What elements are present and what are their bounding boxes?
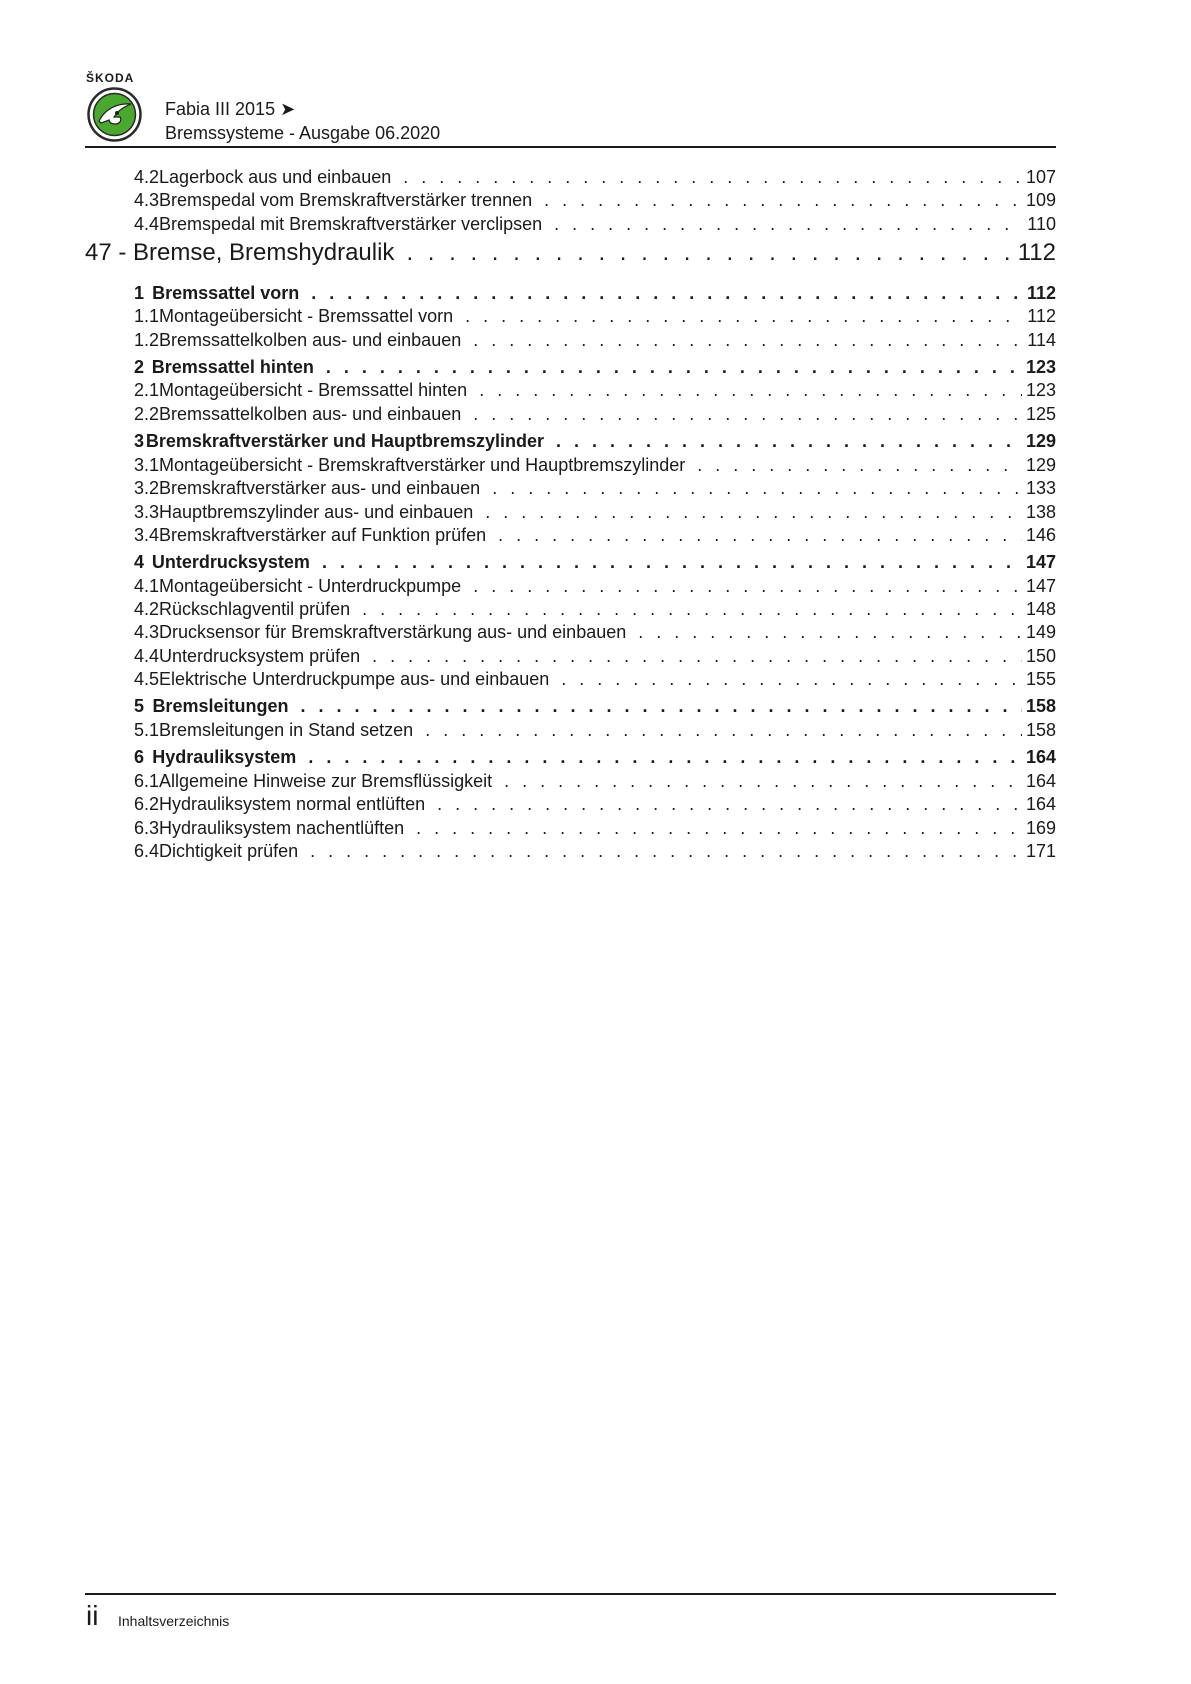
toc-entry-number: 6.4 (134, 841, 160, 861)
toc-entry-number: 2.1 (134, 380, 160, 400)
toc-entry-number: 3.1 (134, 455, 160, 475)
toc-entry-title: Unterdrucksystem prüfen (159, 646, 361, 666)
toc-entry-title: Hauptbremszylinder aus- und einbauen (159, 502, 474, 522)
toc-entry-row[interactable] (85, 402, 1056, 426)
toc-entry-number: 4.2 (134, 599, 160, 619)
toc-entry-number: 3 (134, 431, 145, 451)
toc-dot-leader (300, 694, 1022, 718)
toc-page-number: 123 (1025, 380, 1056, 400)
toc-dot-leader (425, 718, 1022, 742)
toc-entry-title: Montageübersicht - Bremssattel vorn (159, 306, 454, 326)
toc-entry-number: 1 (134, 283, 145, 303)
toc-page-number: 148 (1025, 599, 1056, 619)
toc-dot-leader (403, 165, 1022, 189)
toc-entry-title: Bremssattel vorn (152, 283, 300, 303)
toc-entry-row[interactable] (85, 620, 1056, 644)
toc-entry-title: Bremskraftverstärker aus- und einbauen (159, 478, 481, 498)
toc-page-number: 112 (1026, 283, 1056, 303)
toc-section-row[interactable] (85, 355, 1056, 379)
toc-page-number: 158 (1025, 720, 1056, 740)
document-subtitle: Bremssysteme - Ausgabe 06.2020 (165, 123, 441, 143)
header-divider (85, 146, 1056, 148)
toc-dot-leader (308, 745, 1022, 769)
toc-entry-number: 4.2 (134, 167, 160, 187)
toc-entry-title: Bremsleitungen in Stand setzen (159, 720, 414, 740)
toc-entry-title: Bremsleitungen (152, 696, 289, 716)
skoda-logo-icon (87, 87, 142, 142)
footer-divider (85, 1593, 1056, 1595)
toc-page-number: 164 (1025, 771, 1056, 791)
toc-page-number: 164 (1025, 747, 1056, 767)
toc-entry-title: Drucksensor für Bremskraftverstärkung aus- und einbauen (159, 622, 627, 642)
toc-entry-title: Bremssattelkolben aus- und einbauen (159, 404, 462, 424)
toc-page-number: 146 (1025, 525, 1056, 545)
toc-entry-number: 6.3 (134, 818, 160, 838)
toc-section-row[interactable] (85, 550, 1056, 574)
footer-section-label: Inhaltsverzeichnis (118, 1613, 230, 1629)
toc-dot-leader (372, 644, 1022, 668)
toc-dot-leader (556, 429, 1022, 453)
toc-entry-title: Hydrauliksystem normal entlüften (159, 794, 426, 814)
toc-dot-leader (485, 500, 1022, 524)
toc-entry-row[interactable] (85, 500, 1056, 524)
toc-entry-title: Bremskraftverstärker und Hauptbremszylinder (145, 431, 544, 451)
toc-page-number: 169 (1025, 818, 1056, 838)
toc-entry-title: 47 - Bremse, Bremshydraulik (85, 239, 395, 266)
toc-dot-leader (362, 597, 1022, 621)
toc-entry-row[interactable] (85, 212, 1056, 236)
toc-page-number: 150 (1025, 646, 1056, 666)
toc-page-number: 133 (1025, 478, 1056, 498)
toc-entry-row[interactable] (85, 378, 1056, 402)
toc-entry-title: Elektrische Unterdruckpumpe aus- und einbauen (159, 669, 550, 689)
toc-dot-leader (544, 188, 1022, 212)
toc-section-row[interactable] (85, 745, 1056, 769)
toc-entry-title: Lagerbock aus und einbauen (159, 167, 392, 187)
toc-page-number: 138 (1025, 502, 1056, 522)
toc-entry-number: 3.4 (134, 525, 160, 545)
toc-entry-row[interactable] (85, 597, 1056, 621)
toc-dot-leader (479, 378, 1022, 402)
toc-entry-title: Bremssattel hinten (151, 357, 314, 377)
toc-entry-title: Bremspedal vom Bremskraftverstärker trennen (159, 190, 533, 210)
toc-entry-number: 1.2 (134, 330, 160, 350)
toc-dot-leader (561, 667, 1022, 691)
toc-dot-leader (638, 620, 1022, 644)
toc-entry-number: 4.3 (134, 622, 160, 642)
toc-entry-title: Montageübersicht - Bremskraftverstärker und Hauptbremszylinder (159, 455, 686, 475)
toc-page-number: 109 (1025, 190, 1056, 210)
toc-entry-title: Unterdrucksystem (151, 552, 310, 572)
document-model: Fabia III 2015 ➤ (165, 99, 296, 119)
toc-dot-leader (498, 523, 1022, 547)
toc-dot-leader (554, 212, 1022, 236)
toc-entry-number: 4.5 (134, 669, 160, 689)
toc-entry-number: 4.1 (134, 576, 160, 596)
toc-section-row[interactable] (85, 429, 1056, 453)
toc-page-number: 110 (1027, 214, 1056, 234)
toc-dot-leader (310, 839, 1022, 863)
toc-entry-title: Montageübersicht - Bremssattel hinten (159, 380, 468, 400)
toc-entry-title: Bremspedal mit Bremskraftverstärker verclipsen (159, 214, 543, 234)
toc-entry-number: 2 (134, 357, 145, 377)
toc-entry-number: 5.1 (134, 720, 160, 740)
toc-page-number: 171 (1025, 841, 1056, 861)
toc-section-row[interactable] (85, 694, 1056, 718)
toc-dot-leader (326, 355, 1022, 379)
toc-page-number: 149 (1025, 622, 1056, 642)
toc-dot-leader (465, 304, 1022, 328)
toc-page-number: 112 (1027, 306, 1056, 326)
toc-entry-title: Hydrauliksystem (152, 747, 297, 767)
toc-entry-number: 3.2 (134, 478, 160, 498)
page-header (85, 70, 1056, 148)
toc-page-number: 123 (1025, 357, 1056, 377)
toc-entry-number: 4.4 (134, 214, 160, 234)
toc-entry-number: 4 (134, 552, 145, 572)
toc-entry-row[interactable] (85, 816, 1056, 840)
toc-entry-number: 4.4 (134, 646, 160, 666)
toc-dot-leader (437, 792, 1022, 816)
toc-entry-number: 4.3 (134, 190, 160, 210)
toc-entry-number: 5 (134, 696, 145, 716)
toc-entry-row[interactable] (85, 304, 1056, 328)
toc-section-row[interactable] (85, 281, 1056, 305)
toc-page-number: 129 (1025, 455, 1056, 475)
toc-page-number: 125 (1025, 404, 1056, 424)
toc-dot-leader (473, 574, 1022, 598)
toc-entry-row[interactable] (85, 769, 1056, 793)
toc-entry-number: 6.2 (134, 794, 160, 814)
toc-dot-leader (473, 328, 1022, 352)
brand-name: ŠKODA (86, 71, 135, 85)
toc-page-number: 129 (1025, 431, 1056, 451)
toc-entry-number: 6.1 (134, 771, 160, 791)
toc-entry-title: Rückschlagventil prüfen (159, 599, 351, 619)
toc-entry-number: 6 (134, 747, 145, 767)
toc-entry-row[interactable] (85, 574, 1056, 598)
toc-dot-leader (416, 816, 1022, 840)
toc-entry-title: Hydrauliksystem nachentlüften (159, 818, 405, 838)
toc-page-number: 114 (1027, 330, 1056, 350)
toc-page-number: 147 (1025, 552, 1056, 572)
toc-entry-number: 2.2 (134, 404, 160, 424)
toc-dot-leader (473, 402, 1022, 426)
toc-entry-row[interactable] (85, 165, 1056, 189)
toc-entry-title: Bremskraftverstärker auf Funktion prüfen (159, 525, 487, 545)
toc-dot-leader (406, 238, 1017, 268)
toc-chapter-row[interactable] (85, 238, 1056, 268)
toc-entry-title: Bremssattelkolben aus- und einbauen (159, 330, 462, 350)
toc-entry-title: Allgemeine Hinweise zur Bremsflüssigkeit (159, 771, 493, 791)
toc-entry-row[interactable] (85, 667, 1056, 691)
toc-dot-leader (311, 281, 1022, 305)
toc-entry-row[interactable] (85, 792, 1056, 816)
toc-dot-leader (697, 453, 1022, 477)
toc-entry-row[interactable] (85, 476, 1056, 500)
toc-entry-number: 3.3 (134, 502, 160, 522)
toc-page-number: 112 (1017, 239, 1056, 266)
toc-entry-row[interactable] (85, 839, 1056, 863)
toc-entry-number: 1.1 (134, 306, 160, 326)
toc-entry-row[interactable] (85, 644, 1056, 668)
toc-entry-title: Montageübersicht - Unterdruckpumpe (159, 576, 462, 596)
toc-entry-row[interactable] (85, 523, 1056, 547)
toc-page-number: 158 (1025, 696, 1056, 716)
toc-page-number: 164 (1025, 794, 1056, 814)
toc-entry-row[interactable] (85, 328, 1056, 352)
toc-page-number: 155 (1025, 669, 1056, 689)
toc-page-number: 107 (1025, 167, 1056, 187)
toc-dot-leader (322, 550, 1022, 574)
toc-dot-leader (504, 769, 1022, 793)
toc-entry-row[interactable] (85, 718, 1056, 742)
footer-page-number: ii (86, 1600, 99, 1631)
toc-entry-row[interactable] (85, 453, 1056, 477)
toc-entry-title: Dichtigkeit prüfen (159, 841, 299, 861)
toc-dot-leader (492, 476, 1022, 500)
toc-entry-row[interactable] (85, 188, 1056, 212)
toc-page-number: 147 (1025, 576, 1056, 596)
